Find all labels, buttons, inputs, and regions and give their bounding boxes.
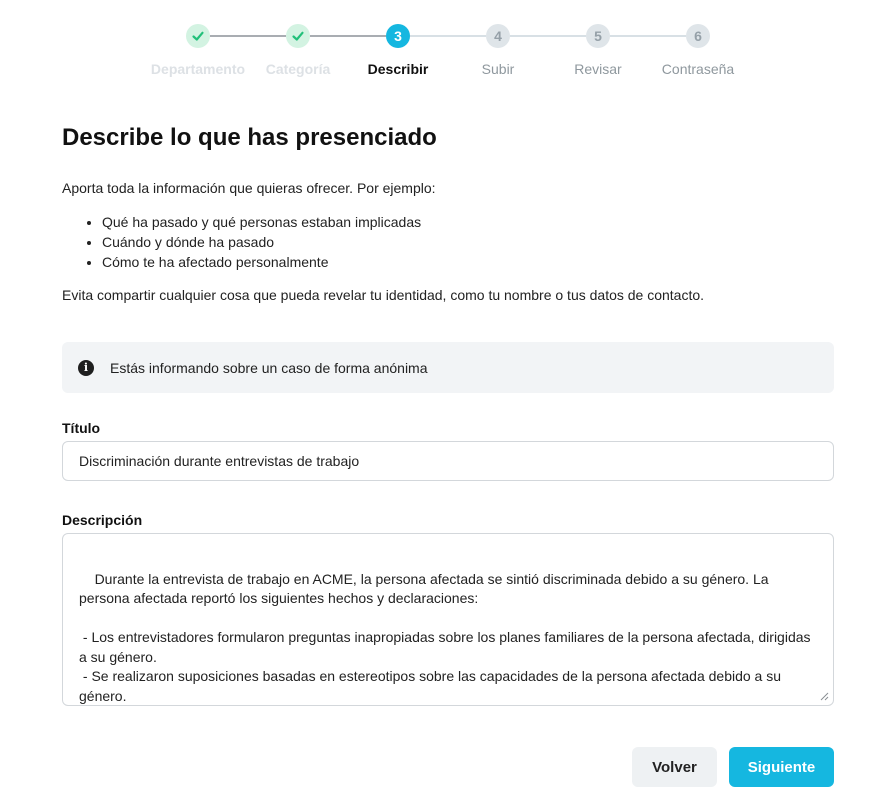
list-item: • Cómo te ha afectado personalmente bbox=[102, 252, 421, 272]
step-connector bbox=[410, 35, 486, 37]
step-1-label[interactable]: Departamento bbox=[150, 61, 246, 77]
list-item: • Qué ha pasado y qué personas estaban implicadas bbox=[102, 212, 421, 232]
step-4-circle: 4 bbox=[486, 24, 510, 48]
resize-handle-icon[interactable] bbox=[820, 692, 829, 701]
info-icon: i bbox=[78, 360, 94, 376]
description-text: Durante la entrevista de trabajo en ACME, la persona afectada se sintió discriminada debido a su género. La persona afectada reportó los siguientes hechos y declaraciones: - Los entrevistadores formularon preguntas inapropiadas sobre los planes familiares de la persona afectada, dirigidas a su género. - Se realizaron suposiciones basadas en estereotipos sobre las capacidades de la persona afectada debido a su género. bbox=[79, 570, 811, 704]
step-3-label: Describir bbox=[367, 61, 429, 77]
anonymous-info-box bbox=[62, 342, 834, 393]
step-5-circle: 5 bbox=[586, 24, 610, 48]
title-input[interactable] bbox=[62, 441, 834, 481]
step-2-label[interactable]: Categoría bbox=[265, 61, 331, 77]
step-6-label: Contraseña bbox=[661, 61, 735, 77]
step-3-circle: 3 bbox=[386, 24, 410, 48]
privacy-warning: Evita compartir cualquier cosa que pueda revelar tu identidad, como tu nombre o tus datos de contacto. bbox=[62, 287, 705, 303]
step-2-circle[interactable] bbox=[286, 24, 310, 48]
page-title: Describe lo que has presenciado bbox=[62, 124, 437, 151]
instruction-list bbox=[62, 212, 421, 272]
list-item: • Cuándo y dónde ha pasado bbox=[102, 232, 421, 252]
check-icon bbox=[191, 29, 205, 43]
step-connector bbox=[310, 35, 386, 37]
step-6-circle: 6 bbox=[686, 24, 710, 48]
next-button[interactable]: Siguiente bbox=[729, 747, 834, 787]
intro-text: Aporta toda la información que quieras ofrecer. Por ejemplo: bbox=[62, 180, 436, 196]
check-icon bbox=[291, 29, 305, 43]
title-label: Título bbox=[62, 420, 101, 436]
step-connector bbox=[510, 35, 586, 37]
description-label: Descripción bbox=[62, 512, 143, 528]
step-connector bbox=[610, 35, 686, 37]
step-5-label: Revisar bbox=[574, 61, 622, 77]
step-1-circle[interactable] bbox=[186, 24, 210, 48]
info-text: Estás informando sobre un caso de forma anónima bbox=[110, 359, 428, 376]
stepper bbox=[0, 0, 889, 90]
description-textarea[interactable] bbox=[62, 533, 834, 706]
step-connector bbox=[210, 35, 286, 37]
back-button[interactable]: Volver bbox=[632, 747, 717, 787]
step-4-label: Subir bbox=[481, 61, 515, 77]
